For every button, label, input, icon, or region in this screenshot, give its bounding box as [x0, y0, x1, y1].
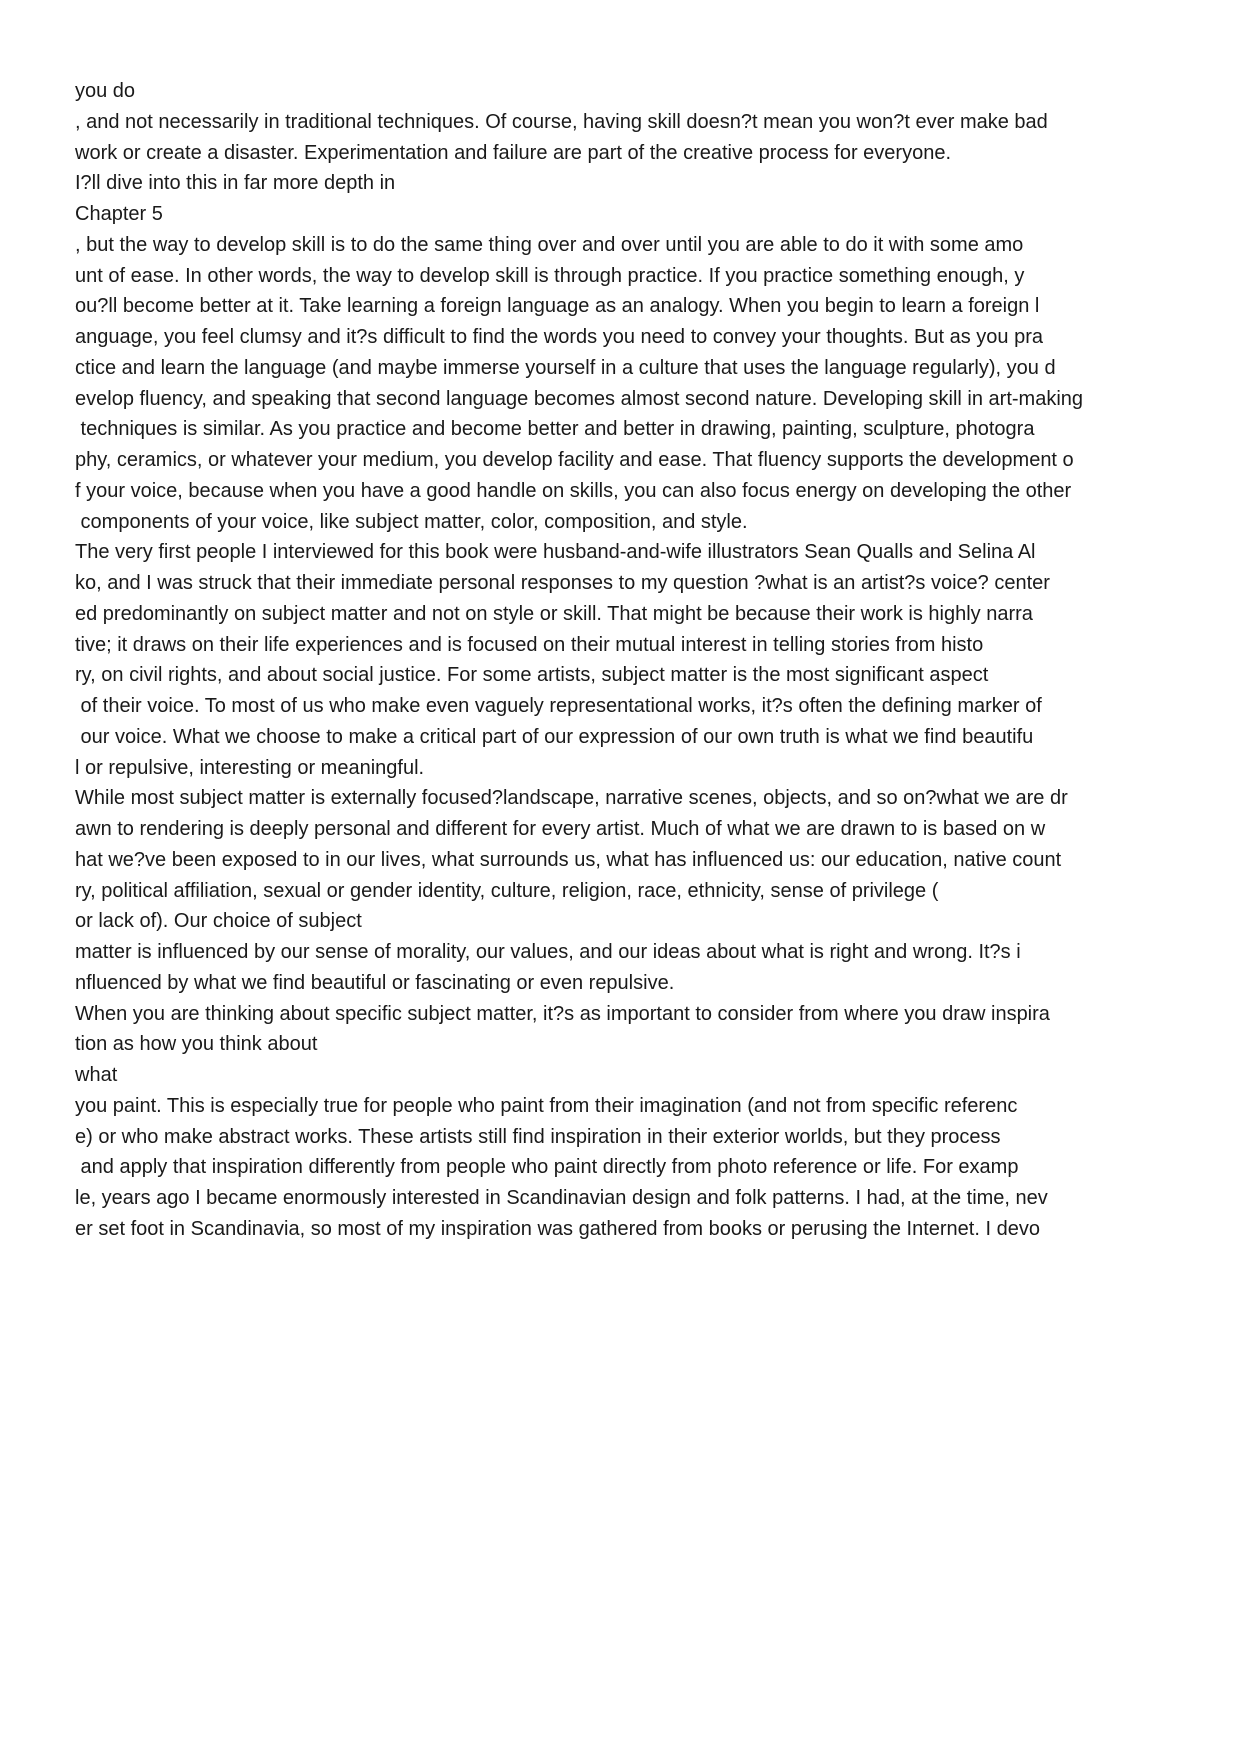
- text-line: ry, on civil rights, and about social justice. For some artists, subject matter is the most significant aspect: [75, 664, 989, 687]
- text-line: e) or who make abstract works. These artists still find inspiration in their exterior worlds, but they process: [75, 1125, 1001, 1148]
- text-line: awn to rendering is deeply personal and different for every artist. Much of what we are drawn to is based on w: [75, 818, 1046, 840]
- text-line: er set foot in Scandinavia, so most of my inspiration was gathered from books or perusing the Internet. I devo: [75, 1217, 1040, 1240]
- chapter-reference: Chapter 5: [75, 203, 163, 225]
- text-line: you paint. This is especially true for people who paint from their imagination (and not from specific referenc: [75, 1094, 1018, 1117]
- text-line: or lack of). Our choice of subject: [75, 910, 362, 933]
- text-line: phy, ceramics, or whatever your medium, you develop facility and ease. That fluency supports the development o: [75, 449, 1074, 471]
- text-line: components of your voice, like subject matter, color, composition, and style.: [75, 510, 748, 533]
- text-line: ed predominantly on subject matter and not on style or skill. That might be because their work is highly narra: [75, 602, 1033, 625]
- text-line: hat we?ve been exposed to in our lives, what surrounds us, what has influenced us: our education, native count: [75, 848, 1062, 871]
- text-line: ry, political affiliation, sexual or gender identity, culture, religion, race, ethnicity, sense of privilege (: [75, 879, 939, 902]
- text-line: The very first people I interviewed for this book were husband-and-wife illustrators Sean Qualls and Selina Al: [75, 541, 1036, 564]
- text-line: you do: [75, 80, 136, 102]
- text-line: le, years ago I became enormously interested in Scandinavian design and folk patterns. I had, at the time, nev: [75, 1187, 1048, 1209]
- text-line: evelop fluency, and speaking that second language becomes almost second nature. Developing skill in art-making: [75, 387, 1084, 410]
- text-line: what: [75, 1064, 118, 1086]
- text-line: I?ll dive into this in far more depth in: [75, 172, 396, 195]
- text-line: work or create a disaster. Experimentation and failure are part of the creative process for everyone.: [75, 141, 951, 164]
- text-line: , but the way to develop skill is to do the same thing over and over until you are able to do it with some amo: [75, 233, 1024, 256]
- text-line: matter is influenced by our sense of morality, our values, and our ideas about what is right and wrong. It?s i: [75, 941, 1021, 963]
- text-line: f your voice, because when you have a good handle on skills, you can also focus energy on developing the other: [75, 479, 1072, 502]
- text-line: ctice and learn the language (and maybe immerse yourself in a culture that uses the language regularly), you d: [75, 356, 1056, 379]
- text-line: nfluenced by what we find beautiful or fascinating or even repulsive.: [75, 971, 675, 994]
- text-line: our voice. What we choose to make a critical part of our expression of our own truth is what we find beautifu: [75, 725, 1034, 748]
- text-line: unt of ease. In other words, the way to develop skill is through practice. If you practice something enough, y: [75, 264, 1025, 287]
- text-line: techniques is similar. As you practice and become better and better in drawing, painting, sculpture, photogra: [75, 418, 1035, 441]
- text-line: anguage, you feel clumsy and it?s difficult to find the words you need to convey your thoughts. But as you pra: [75, 326, 1043, 348]
- text-line: and apply that inspiration differently from people who paint directly from photo reference or life. For examp: [75, 1156, 1019, 1179]
- text-line: of their voice. To most of us who make even vaguely representational works, it?s often the defining marker of: [75, 695, 1042, 717]
- text-line: ko, and I was struck that their immediate personal responses to my question ?what is an artist?s voice? center: [75, 572, 1050, 594]
- text-line: tive; it draws on their life experiences and is focused on their mutual interest in telling stories from histo: [75, 633, 984, 656]
- text-line: ou?ll become better at it. Take learning a foreign language as an analogy. When you begin to learn a foreign l: [75, 295, 1040, 318]
- text-line: , and not necessarily in traditional techniques. Of course, having skill doesn?t mean you won?t ever make bad: [75, 110, 1048, 133]
- text-line: tion as how you think about: [75, 1033, 318, 1056]
- text-line: l or repulsive, interesting or meaningful.: [75, 756, 425, 779]
- body-text: [75, 76, 1195, 1245]
- text-line: While most subject matter is externally focused?landscape, narrative scenes, objects, and so on?what we are dr: [75, 787, 1068, 810]
- text-line: When you are thinking about specific subject matter, it?s as important to consider from where you draw inspira: [75, 1002, 1050, 1025]
